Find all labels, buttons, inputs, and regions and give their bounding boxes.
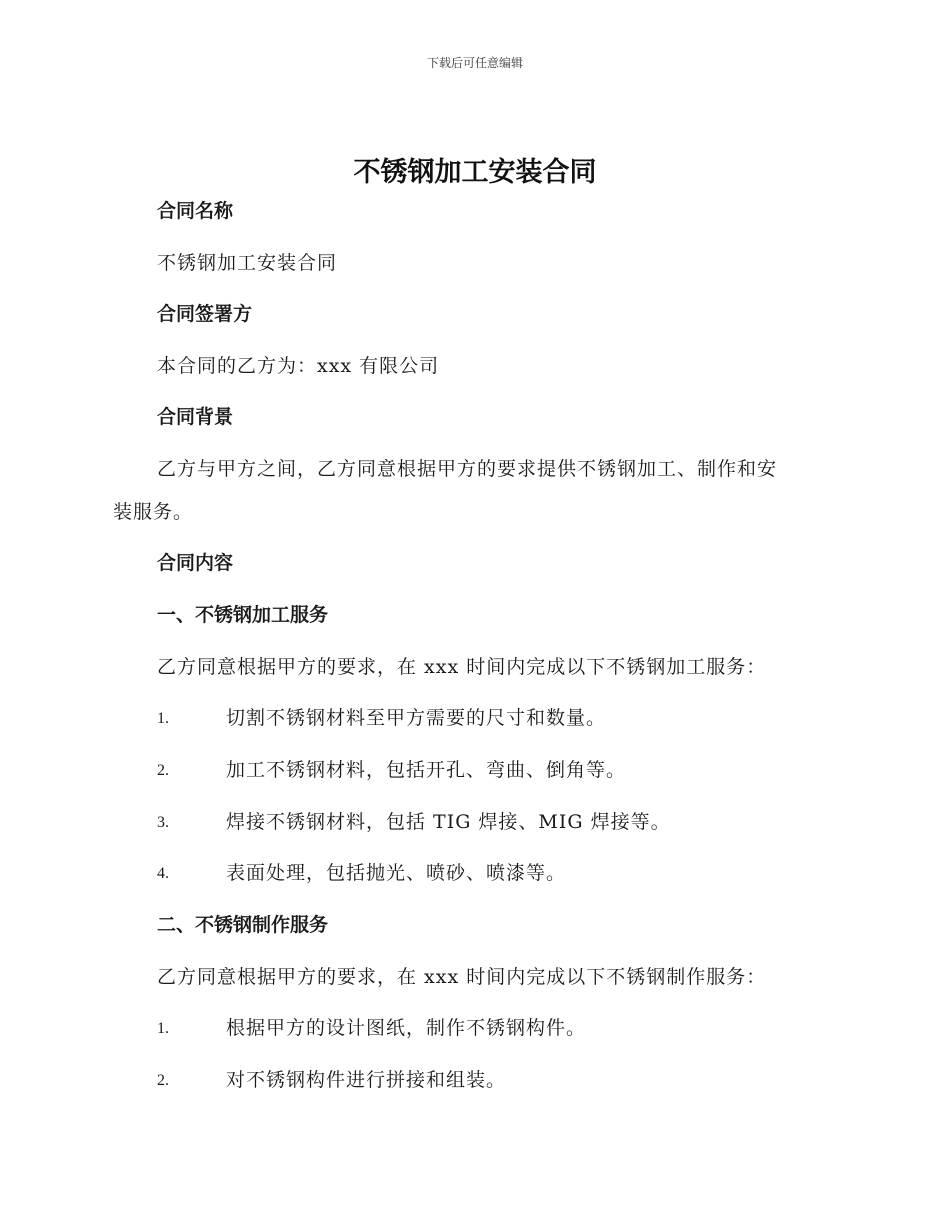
list-item-number: 4. xyxy=(157,865,169,882)
list-item-number: 1. xyxy=(157,710,169,727)
contract-name-heading: 合同名称 xyxy=(157,200,234,222)
list-item-number: 3. xyxy=(157,814,169,831)
part2-heading: 二、不锈钢制作服务 xyxy=(157,914,329,936)
list-item-text: 表面处理，包括抛光、喷砂、喷漆等。 xyxy=(226,862,567,884)
list-item-text: 切割不锈钢材料至甲方需要的尺寸和数量。 xyxy=(226,707,607,729)
list-item-number: 1. xyxy=(157,1020,169,1037)
list-item-text: 加工不锈钢材料，包括开孔、弯曲、倒角等。 xyxy=(226,759,627,781)
parties-heading: 合同签署方 xyxy=(157,303,253,325)
list-item-text: 焊接不锈钢材料，包括 TIG 焊接、MIG 焊接等。 xyxy=(226,811,671,833)
parties-text: 本合同的乙方为：xxx 有限公司 xyxy=(157,355,440,377)
list-item-text: 根据甲方的设计图纸，制作不锈钢构件。 xyxy=(226,1017,587,1039)
list-item-number: 2. xyxy=(157,762,169,779)
document-title: 不锈钢加工安装合同 xyxy=(353,157,597,188)
list-item-text: 对不锈钢构件进行拼接和组装。 xyxy=(226,1069,507,1091)
background-text-line1: 乙方与甲方之间，乙方同意根据甲方的要求提供不锈钢加工、制作和安 xyxy=(157,458,778,480)
header-note: 下载后可任意编辑 xyxy=(426,56,523,70)
part2-intro: 乙方同意根据甲方的要求，在 xxx 时间内完成以下不锈钢制作服务： xyxy=(157,966,767,988)
part1-intro: 乙方同意根据甲方的要求，在 xxx 时间内完成以下不锈钢加工服务： xyxy=(157,656,767,678)
content-heading: 合同内容 xyxy=(157,552,234,574)
contract-name-text: 不锈钢加工安装合同 xyxy=(157,252,338,274)
part1-heading: 一、不锈钢加工服务 xyxy=(157,604,329,626)
background-text-line2: 装服务。 xyxy=(113,501,194,523)
list-item-number: 2. xyxy=(157,1072,169,1089)
background-heading: 合同背景 xyxy=(157,406,234,428)
